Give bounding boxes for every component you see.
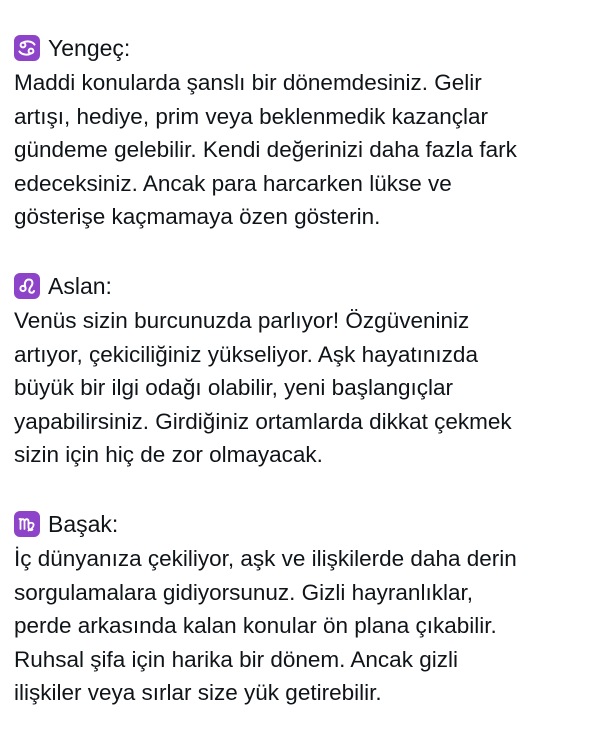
section-body: Venüs sizin burcunuzda parlıyor! Özgüveniniz artıyor, çekiciliğiniz yükseliyor. Aşk hayatınızda büyük bir ilgi odağı olabilir, yeni başlangıçlar yapabilirsiniz. Girdiğiniz ortamlarda dikkat çekmek sizin için hiç de zor olmayacak. xyxy=(14,307,512,468)
section-heading xyxy=(14,30,594,66)
cancer-zodiac-icon xyxy=(14,35,40,61)
section-body: İç dünyanıza çekiliyor, aşk ve ilişkilerde daha derin sorgulamalara gidiyorsunuz. Gizli hayranlıklar, perde arkasında kalan konular ön plana çıkabilir. Ruhsal şifa için harika bir dönem. Ancak gizli ilişkiler veya sırlar size yük getirebilir. xyxy=(14,545,517,706)
horoscope-document xyxy=(14,30,594,744)
section-title: Aslan: xyxy=(48,272,112,299)
section-virgo xyxy=(14,506,594,710)
leo-zodiac-icon xyxy=(14,273,40,299)
section-leo xyxy=(14,268,594,472)
virgo-zodiac-icon xyxy=(14,511,40,537)
section-heading xyxy=(14,506,594,542)
section-heading xyxy=(14,268,594,304)
section-body: Maddi konularda şanslı bir dönemdesiniz. Gelir artışı, hediye, prim veya beklenmedik kazançlar gündeme gelebilir. Kendi değerinizi daha fazla fark edeceksiniz. Ancak para harcarken lükse ve gösterişe kaçmamaya özen gösterin. xyxy=(14,70,517,230)
section-cancer xyxy=(14,30,594,234)
section-title: Başak: xyxy=(48,510,119,537)
section-title: Yengeç: xyxy=(48,35,131,61)
